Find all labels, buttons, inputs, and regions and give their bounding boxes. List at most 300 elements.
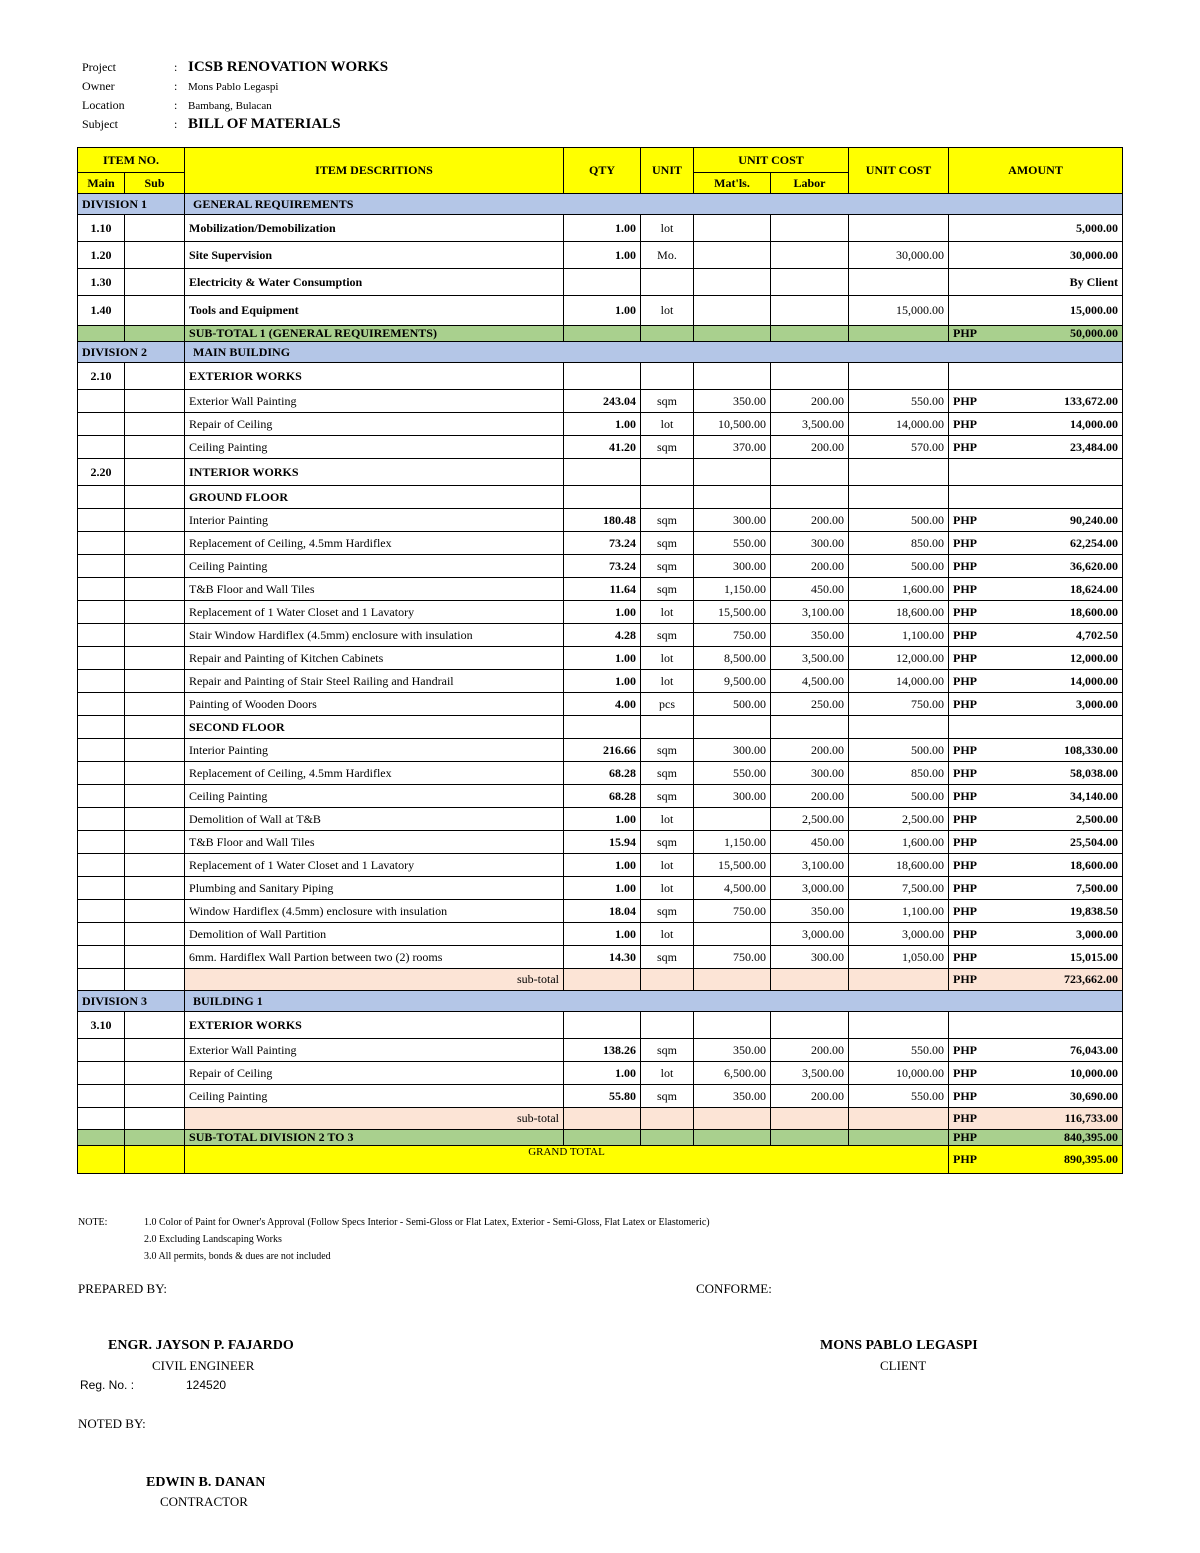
- item-sub: [125, 877, 185, 900]
- amount-value: 14,000.00: [1070, 673, 1119, 688]
- item-sub: [125, 269, 185, 296]
- item-description: Stair Window Hardiflex (4.5mm) enclosure with insulation: [185, 624, 564, 647]
- table-row: [78, 1062, 1123, 1085]
- currency-label: PHP: [953, 1042, 978, 1057]
- item-main: [78, 923, 125, 946]
- item-main: [78, 670, 125, 693]
- reg-no-value: 124520: [186, 1378, 227, 1392]
- item-main: [78, 877, 125, 900]
- item-labor: 250.00: [771, 693, 849, 716]
- item-unit: lot: [641, 808, 694, 831]
- item-qty: 1.00: [564, 854, 641, 877]
- subtotal-label: SUB-TOTAL 1 (GENERAL REQUIREMENTS): [185, 326, 564, 342]
- notes-section: [78, 1214, 710, 1265]
- currency-label: PHP: [953, 1130, 978, 1144]
- item-unit: sqm: [641, 785, 694, 808]
- item-amount: [949, 413, 1123, 436]
- item-sub: [125, 693, 185, 716]
- item-amount: [949, 877, 1123, 900]
- item-sub: [125, 215, 185, 242]
- noted-by-name: EDWIN B. DANAN: [146, 1475, 266, 1490]
- item-matls: 15,500.00: [694, 601, 771, 624]
- item-main: [78, 739, 125, 762]
- item-labor: 300.00: [771, 532, 849, 555]
- item-unit-cost: 3,000.00: [849, 923, 949, 946]
- amount-value: 7,500.00: [1076, 880, 1119, 895]
- amount-value: 3,000.00: [1076, 696, 1119, 711]
- item-description: Ceiling Painting: [185, 436, 564, 459]
- item-sub: [125, 785, 185, 808]
- item-sub: [125, 459, 185, 486]
- table-row: [78, 532, 1123, 555]
- currency-label: PHP: [953, 439, 978, 454]
- section-title: EXTERIOR WORKS: [185, 363, 564, 390]
- sub-header: Sub: [125, 173, 185, 194]
- item-main: [78, 390, 125, 413]
- item-sub: [125, 390, 185, 413]
- item-unit: lot: [641, 670, 694, 693]
- item-amount: [949, 854, 1123, 877]
- item-main: [78, 785, 125, 808]
- item-unit-cost: 7,500.00: [849, 877, 949, 900]
- currency-label: PHP: [953, 972, 978, 986]
- item-labor: 200.00: [771, 390, 849, 413]
- note-item: 2.0 Excluding Landscaping Works: [144, 1234, 282, 1245]
- item-qty: 1.00: [564, 877, 641, 900]
- unit-header: UNIT: [641, 148, 694, 194]
- item-qty: 1.00: [564, 670, 641, 693]
- item-labor: 200.00: [771, 785, 849, 808]
- item-unit: lot: [641, 1062, 694, 1085]
- item-matls: 550.00: [694, 532, 771, 555]
- main-header: Main: [78, 173, 125, 194]
- unit-cost-total-header: UNIT COST: [849, 148, 949, 194]
- labor-header: Labor: [771, 173, 849, 194]
- item-amount: [949, 269, 1123, 296]
- item-main: 2.20: [78, 459, 125, 486]
- item-matls: 500.00: [694, 693, 771, 716]
- currency-label: PHP: [953, 926, 978, 941]
- item-sub: [125, 486, 185, 509]
- item-unit-cost: 1,600.00: [849, 578, 949, 601]
- amount-value: 4,702.50: [1076, 627, 1119, 642]
- item-sub: [125, 296, 185, 326]
- item-main: 3.10: [78, 1012, 125, 1039]
- subtotal-label: SUB-TOTAL DIVISION 2 TO 3: [185, 1130, 564, 1146]
- item-sub: [125, 242, 185, 269]
- currency-label: PHP: [953, 1065, 978, 1080]
- item-unit-cost: 1,600.00: [849, 831, 949, 854]
- matls-header: Mat'ls.: [694, 173, 771, 194]
- item-amount: [949, 1085, 1123, 1108]
- item-labor: [771, 215, 849, 242]
- item-qty: 1.00: [564, 601, 641, 624]
- amount-value: 723,662.00: [1064, 972, 1119, 986]
- item-description: Ceiling Painting: [185, 555, 564, 578]
- section-row: [78, 486, 1123, 509]
- item-unit-cost: 500.00: [849, 555, 949, 578]
- item-matls: 300.00: [694, 509, 771, 532]
- currency-label: PHP: [953, 535, 978, 550]
- section-row: [78, 1012, 1123, 1039]
- item-unit: sqm: [641, 532, 694, 555]
- item-unit-cost: 18,600.00: [849, 601, 949, 624]
- subtotal-amount: [949, 1130, 1123, 1146]
- item-main: [78, 808, 125, 831]
- item-qty: 55.80: [564, 1085, 641, 1108]
- item-labor: 300.00: [771, 762, 849, 785]
- location-value: Bambang, Bulacan: [188, 99, 272, 112]
- item-description: Repair and Painting of Stair Steel Railing and Handrail: [185, 670, 564, 693]
- item-labor: 200.00: [771, 555, 849, 578]
- table-row: [78, 693, 1123, 716]
- item-main: [78, 413, 125, 436]
- currency-label: PHP: [953, 1088, 978, 1103]
- item-sub: [125, 854, 185, 877]
- item-qty: 1.00: [564, 923, 641, 946]
- item-unit-cost: 2,500.00: [849, 808, 949, 831]
- item-description: Electricity & Water Consumption: [185, 269, 564, 296]
- item-labor: 3,000.00: [771, 923, 849, 946]
- item-qty: 1.00: [564, 808, 641, 831]
- item-unit-cost: 18,600.00: [849, 854, 949, 877]
- item-description: Tools and Equipment: [185, 296, 564, 326]
- item-unit: pcs: [641, 693, 694, 716]
- item-amount: [949, 509, 1123, 532]
- item-amount: [949, 762, 1123, 785]
- section-title: INTERIOR WORKS: [185, 459, 564, 486]
- item-description: Replacement of 1 Water Closet and 1 Lavatory: [185, 854, 564, 877]
- amount-value: 30,690.00: [1070, 1088, 1119, 1103]
- grand-total-label: GRAND TOTAL: [185, 1146, 949, 1174]
- table-row: [78, 739, 1123, 762]
- description-header: ITEM DESCRITIONS: [185, 148, 564, 194]
- amount-value: 23,484.00: [1070, 439, 1119, 454]
- item-unit: sqm: [641, 900, 694, 923]
- document-header: [82, 58, 388, 134]
- item-description: Plumbing and Sanitary Piping: [185, 877, 564, 900]
- amount-value: 19,838.50: [1070, 903, 1119, 918]
- item-sub: [125, 923, 185, 946]
- item-sub: [125, 1085, 185, 1108]
- table-row: [78, 242, 1123, 269]
- item-matls: 1,150.00: [694, 831, 771, 854]
- item-labor: [771, 269, 849, 296]
- item-unit: lot: [641, 601, 694, 624]
- table-row: [78, 215, 1123, 242]
- item-sub: [125, 532, 185, 555]
- item-main: [78, 1039, 125, 1062]
- amount-value: By Client: [1069, 274, 1119, 289]
- item-matls: 350.00: [694, 1039, 771, 1062]
- item-unit-cost: 1,100.00: [849, 624, 949, 647]
- item-qty: 14.30: [564, 946, 641, 969]
- item-unit: sqm: [641, 624, 694, 647]
- division-label: DIVISION 3: [78, 991, 185, 1012]
- item-labor: 350.00: [771, 900, 849, 923]
- item-qty: 1.00: [564, 296, 641, 326]
- item-unit-cost: 550.00: [849, 1039, 949, 1062]
- item-unit: Mo.: [641, 242, 694, 269]
- item-matls: [694, 296, 771, 326]
- item-amount: [949, 647, 1123, 670]
- item-unit-cost: 850.00: [849, 762, 949, 785]
- currency-label: PHP: [953, 673, 978, 688]
- subtotal-amount: [949, 326, 1123, 342]
- item-sub: [125, 413, 185, 436]
- amount-value: 58,038.00: [1070, 765, 1119, 780]
- item-unit-cost: 500.00: [849, 509, 949, 532]
- notes-label: NOTE:: [78, 1217, 108, 1228]
- item-qty: 180.48: [564, 509, 641, 532]
- item-amount: [949, 900, 1123, 923]
- item-unit-cost: [849, 269, 949, 296]
- item-main: 1.20: [78, 242, 125, 269]
- currency-label: PHP: [953, 696, 978, 711]
- amount-value: 76,043.00: [1070, 1042, 1119, 1057]
- item-labor: 3,500.00: [771, 1062, 849, 1085]
- item-amount: [949, 1062, 1123, 1085]
- currency-label: PHP: [953, 393, 978, 408]
- table-row: [78, 1085, 1123, 1108]
- table-row: [78, 877, 1123, 900]
- item-sub: [125, 624, 185, 647]
- conforme-label: CONFORME:: [696, 1281, 772, 1296]
- division-label: DIVISION 2: [78, 342, 185, 363]
- item-matls: 370.00: [694, 436, 771, 459]
- subtotal-label: sub-total: [185, 969, 564, 991]
- bill-of-materials-table: [77, 147, 1123, 1174]
- amount-value: 50,000.00: [1070, 326, 1119, 340]
- table-row: [78, 624, 1123, 647]
- amount-value: 18,600.00: [1070, 604, 1119, 619]
- item-qty: 68.28: [564, 762, 641, 785]
- item-amount: [949, 296, 1123, 326]
- note-item: 3.0 All permits, bonds & dues are not included: [144, 1251, 331, 1262]
- table-row: [78, 785, 1123, 808]
- item-qty: 41.20: [564, 436, 641, 459]
- amount-value: 5,000.00: [1076, 220, 1119, 235]
- amount-value: 25,504.00: [1070, 834, 1119, 849]
- table-row: [78, 923, 1123, 946]
- item-labor: 3,500.00: [771, 413, 849, 436]
- currency-label: PHP: [953, 326, 978, 340]
- division-row: [78, 991, 1123, 1012]
- item-labor: 3,100.00: [771, 854, 849, 877]
- item-qty: 1.00: [564, 1062, 641, 1085]
- item-amount: [949, 624, 1123, 647]
- unit-cost-header: UNIT COST: [694, 148, 849, 173]
- item-unit-cost: [849, 215, 949, 242]
- item-matls: 300.00: [694, 785, 771, 808]
- item-amount: [949, 242, 1123, 269]
- item-qty: 4.28: [564, 624, 641, 647]
- item-description: Ceiling Painting: [185, 785, 564, 808]
- subject-row: Subject : BILL OF MATERIALS: [82, 116, 341, 132]
- table-row: [78, 1039, 1123, 1062]
- subject-label: Subject: [82, 117, 118, 131]
- table-row: [78, 831, 1123, 854]
- item-main: [78, 555, 125, 578]
- item-qty: 1.00: [564, 215, 641, 242]
- item-description: Replacement of Ceiling, 4.5mm Hardiflex: [185, 762, 564, 785]
- item-sub: [125, 647, 185, 670]
- item-unit-cost: 550.00: [849, 390, 949, 413]
- subtotal-row: [78, 1108, 1123, 1130]
- amount-value: 3,000.00: [1076, 926, 1119, 941]
- noted-by-title: CONTRACTOR: [160, 1494, 248, 1509]
- currency-label: PHP: [953, 903, 978, 918]
- conforme-name: MONS PABLO LEGASPI: [820, 1338, 978, 1353]
- item-unit: sqm: [641, 390, 694, 413]
- amount-value: 18,624.00: [1070, 581, 1119, 596]
- section-title: SECOND FLOOR: [185, 716, 564, 739]
- table-row: [78, 900, 1123, 923]
- item-description: 6mm. Hardiflex Wall Partion between two (2) rooms: [185, 946, 564, 969]
- item-unit: sqm: [641, 436, 694, 459]
- item-matls: 750.00: [694, 900, 771, 923]
- item-unit: sqm: [641, 946, 694, 969]
- item-sub: [125, 509, 185, 532]
- item-qty: 18.04: [564, 900, 641, 923]
- item-matls: 300.00: [694, 739, 771, 762]
- amount-value: 14,000.00: [1070, 416, 1119, 431]
- prepared-by-title: CIVIL ENGINEER: [152, 1358, 255, 1373]
- currency-label: PHP: [953, 857, 978, 872]
- item-qty: 1.00: [564, 413, 641, 436]
- division-row: [78, 194, 1123, 215]
- item-matls: 750.00: [694, 624, 771, 647]
- grand-total-row: [78, 1146, 1123, 1174]
- item-matls: 9,500.00: [694, 670, 771, 693]
- item-description: Window Hardiflex (4.5mm) enclosure with insulation: [185, 900, 564, 923]
- item-amount: [949, 693, 1123, 716]
- item-matls: [694, 269, 771, 296]
- item-qty: 138.26: [564, 1039, 641, 1062]
- item-description: Painting of Wooden Doors: [185, 693, 564, 716]
- item-labor: 200.00: [771, 1085, 849, 1108]
- item-description: Replacement of 1 Water Closet and 1 Lavatory: [185, 601, 564, 624]
- item-main: [78, 762, 125, 785]
- item-unit-cost: 10,000.00: [849, 1062, 949, 1085]
- item-unit: lot: [641, 854, 694, 877]
- item-labor: 450.00: [771, 831, 849, 854]
- item-description: Mobilization/Demobilization: [185, 215, 564, 242]
- section-title: GROUND FLOOR: [185, 486, 564, 509]
- item-matls: 350.00: [694, 1085, 771, 1108]
- location-row: Location : Bambang, Bulacan: [82, 98, 272, 112]
- table-row: [78, 509, 1123, 532]
- item-main: 1.40: [78, 296, 125, 326]
- prepared-by-label: PREPARED BY:: [78, 1281, 167, 1296]
- item-main: 2.10: [78, 363, 125, 390]
- item-amount: [949, 808, 1123, 831]
- item-main: [78, 509, 125, 532]
- item-labor: 350.00: [771, 624, 849, 647]
- table-header-row: [78, 148, 1123, 173]
- item-sub: [125, 555, 185, 578]
- item-matls: 750.00: [694, 946, 771, 969]
- item-description: Interior Painting: [185, 739, 564, 762]
- project-row: Project : ICSB RENOVATION WORKS: [82, 59, 389, 75]
- item-unit-cost: 570.00: [849, 436, 949, 459]
- item-unit: lot: [641, 647, 694, 670]
- noted-by-label: NOTED BY:: [78, 1416, 146, 1431]
- section-title: EXTERIOR WORKS: [185, 1012, 564, 1039]
- owner-name: Mons Pablo Legaspi: [188, 80, 279, 93]
- amount-value: 10,000.00: [1070, 1065, 1119, 1080]
- item-matls: 10,500.00: [694, 413, 771, 436]
- location-label: Location: [82, 98, 125, 112]
- table-row: [78, 269, 1123, 296]
- item-main: [78, 693, 125, 716]
- item-description: Repair of Ceiling: [185, 1062, 564, 1085]
- item-labor: 200.00: [771, 436, 849, 459]
- grand-total-amount: [949, 1146, 1123, 1174]
- amount-value: 34,140.00: [1070, 788, 1119, 803]
- section-row: [78, 363, 1123, 390]
- item-unit: [641, 269, 694, 296]
- item-description: Exterior Wall Painting: [185, 1039, 564, 1062]
- item-unit-cost: 30,000.00: [849, 242, 949, 269]
- item-amount: [949, 831, 1123, 854]
- reg-no-label: Reg. No. :: [80, 1378, 135, 1392]
- item-main: 1.10: [78, 215, 125, 242]
- item-main: [78, 624, 125, 647]
- item-unit: sqm: [641, 739, 694, 762]
- item-labor: 2,500.00: [771, 808, 849, 831]
- table-row: [78, 854, 1123, 877]
- item-matls: 8,500.00: [694, 647, 771, 670]
- note-item: 1.0 Color of Paint for Owner's Approval (Follow Specs Interior - Semi-Gloss or Flat Latex, Exterior - Semi-Gloss, Flat Latex or Elastomeric): [144, 1217, 710, 1228]
- item-description: Exterior Wall Painting: [185, 390, 564, 413]
- item-amount: [949, 1039, 1123, 1062]
- subtotal-amount: [949, 1108, 1123, 1130]
- item-amount: [949, 532, 1123, 555]
- item-matls: 300.00: [694, 555, 771, 578]
- currency-label: PHP: [953, 880, 978, 895]
- item-matls: 1,150.00: [694, 578, 771, 601]
- amount-value: 840,395.00: [1064, 1130, 1119, 1144]
- item-matls: 15,500.00: [694, 854, 771, 877]
- item-main: [78, 486, 125, 509]
- item-sub: [125, 1062, 185, 1085]
- item-labor: 450.00: [771, 578, 849, 601]
- item-qty: 73.24: [564, 555, 641, 578]
- table-row: [78, 555, 1123, 578]
- item-main: [78, 436, 125, 459]
- amount-value: 108,330.00: [1064, 742, 1119, 757]
- currency-label: PHP: [953, 650, 978, 665]
- item-unit: lot: [641, 923, 694, 946]
- item-main: [78, 716, 125, 739]
- amount-value: 2,500.00: [1076, 811, 1119, 826]
- item-labor: 3,100.00: [771, 601, 849, 624]
- project-label: Project: [82, 60, 116, 74]
- table-row: [78, 413, 1123, 436]
- item-sub: [125, 670, 185, 693]
- table-row: [78, 946, 1123, 969]
- table-row: [78, 647, 1123, 670]
- item-labor: 3,000.00: [771, 877, 849, 900]
- item-unit: lot: [641, 877, 694, 900]
- item-qty: 4.00: [564, 693, 641, 716]
- item-description: T&B Floor and Wall Tiles: [185, 831, 564, 854]
- currency-label: PHP: [953, 416, 978, 431]
- item-labor: 300.00: [771, 946, 849, 969]
- item-unit-cost: 12,000.00: [849, 647, 949, 670]
- item-qty: 1.00: [564, 242, 641, 269]
